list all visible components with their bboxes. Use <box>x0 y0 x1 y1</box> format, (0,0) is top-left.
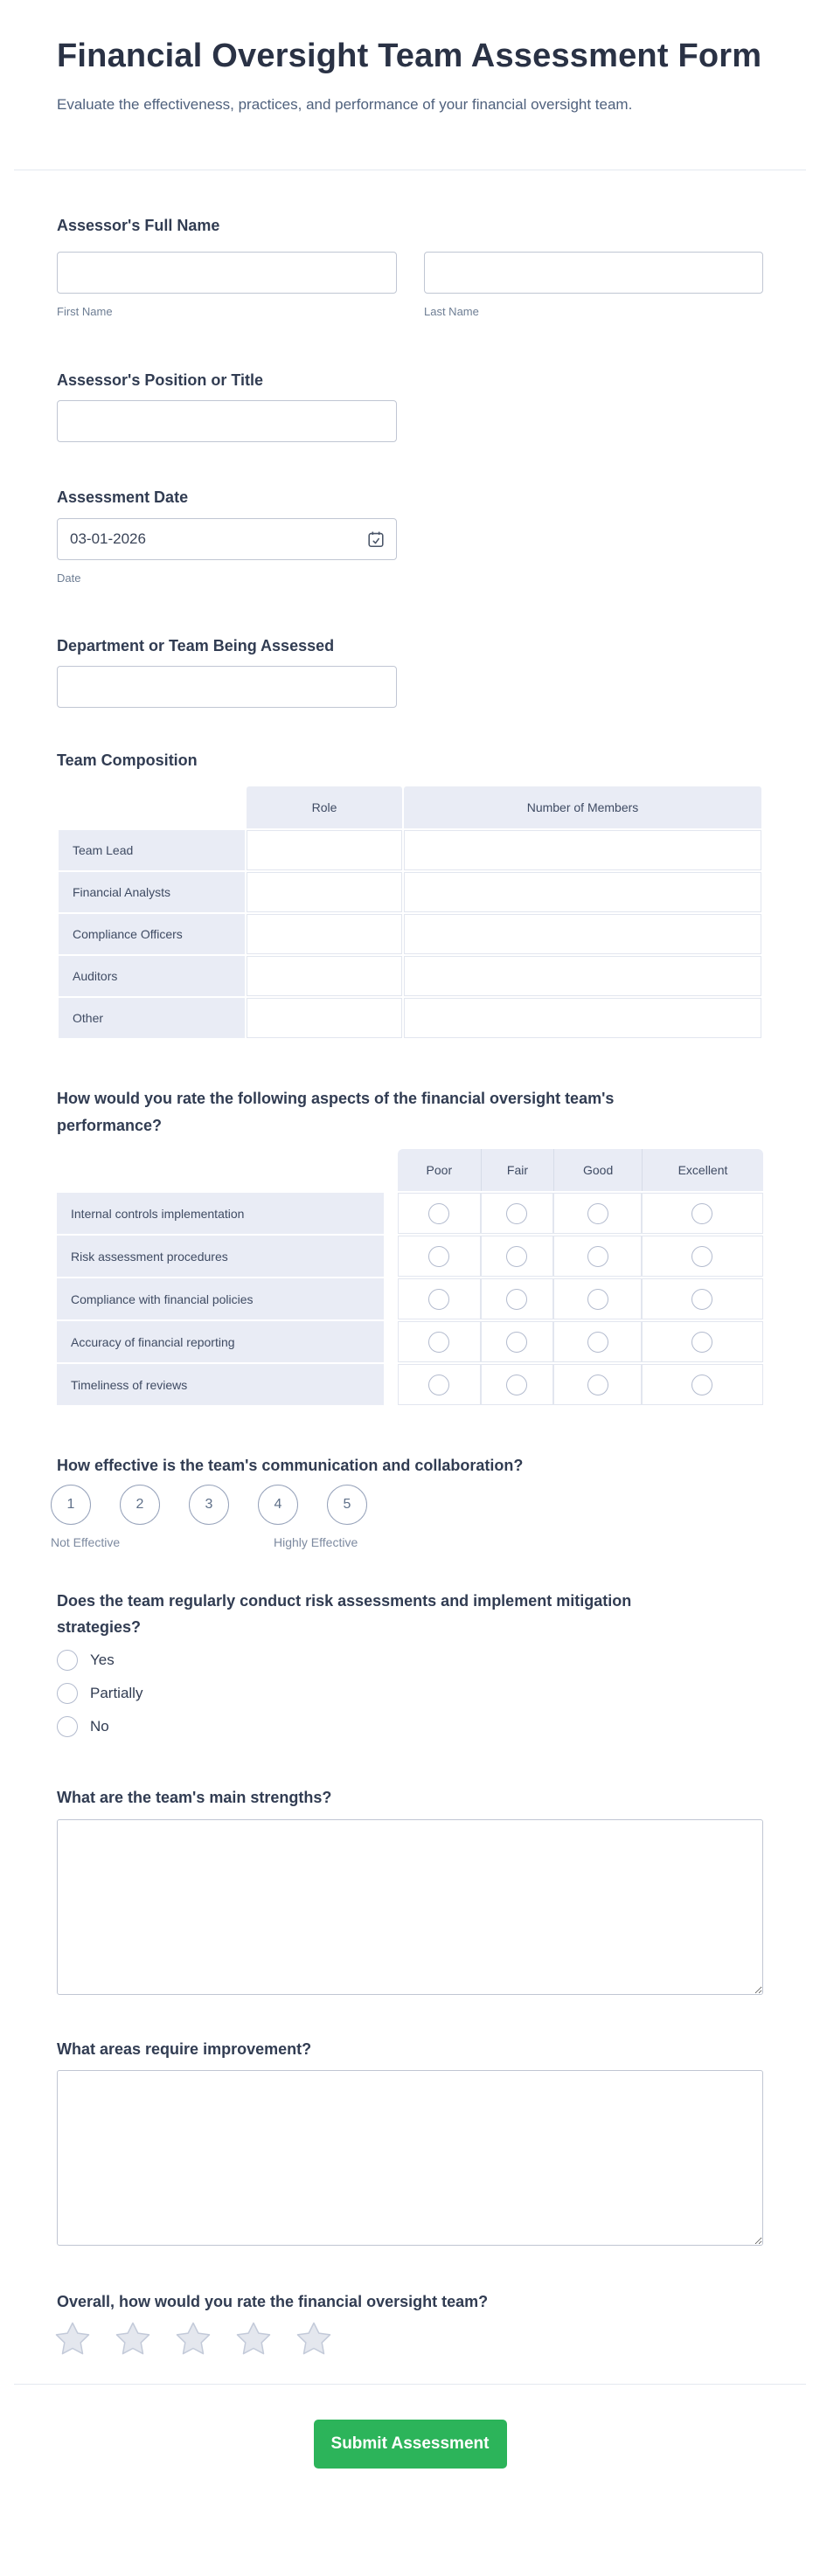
matrix-radio-compliance-excellent[interactable] <box>691 1289 712 1310</box>
footer-divider <box>14 2384 806 2385</box>
scale-option-1[interactable]: 1 <box>51 1485 91 1525</box>
full-name-sublabels <box>57 294 763 318</box>
scale-left-label: Not Effective <box>51 1534 121 1549</box>
team-composition-table <box>57 785 763 1040</box>
matrix-radio-accuracy-excellent[interactable] <box>691 1332 712 1353</box>
improvements-textarea[interactable] <box>57 2070 763 2246</box>
table-row: Compliance Officers <box>59 914 761 954</box>
performance-matrix-question: How would you rate the following aspects of the financial oversight team's performance? <box>57 1089 615 1134</box>
strengths-question: What are the team's main strengths? <box>57 1788 332 1806</box>
radio-option-no[interactable]: No <box>57 1716 763 1737</box>
matrix-radio-compliance-fair[interactable] <box>506 1289 527 1310</box>
compliance-officers-role-input[interactable] <box>247 915 401 953</box>
matrix-radio-accuracy-fair[interactable] <box>506 1332 527 1353</box>
matrix-radio-risk-procedures-excellent[interactable] <box>691 1246 712 1267</box>
matrix-row-label: Compliance with financial policies <box>57 1278 384 1319</box>
table-row: Auditors <box>59 956 761 996</box>
matrix-radio-timeliness-excellent[interactable] <box>691 1375 712 1395</box>
matrix-radio-timeliness-good[interactable] <box>587 1375 608 1395</box>
matrix-radio-risk-procedures-fair[interactable] <box>506 1246 527 1267</box>
first-name-sublabel: First Name <box>57 304 113 318</box>
table-row: Team Lead <box>59 830 761 870</box>
star-icon-5[interactable] <box>296 2321 331 2360</box>
star-icon-4[interactable] <box>236 2321 271 2360</box>
scale-option-2[interactable]: 2 <box>120 1485 160 1525</box>
star-icon-1[interactable] <box>55 2321 90 2360</box>
matrix-radio-internal-controls-fair[interactable] <box>506 1203 527 1224</box>
financial-analysts-members-input[interactable] <box>405 873 761 911</box>
date-input[interactable] <box>57 518 397 560</box>
matrix-radio-timeliness-poor[interactable] <box>428 1375 449 1395</box>
matrix-column-excellent: Excellent <box>642 1149 763 1191</box>
position-label: Assessor's Position or Title <box>57 370 264 389</box>
matrix-radio-timeliness-fair[interactable] <box>506 1375 527 1395</box>
matrix-row-label: Risk assessment procedures <box>57 1236 384 1277</box>
scale-endpoint-labels <box>51 1535 763 1551</box>
effectiveness-question: How effective is the team's communication and collaboration? <box>57 1457 524 1475</box>
table-row: Other <box>59 998 761 1038</box>
submit-button[interactable]: Submit Assessment <box>314 2420 507 2469</box>
date-label: Assessment Date <box>57 488 189 507</box>
matrix-row-label: Timeliness of reviews <box>57 1364 384 1405</box>
last-name-input[interactable] <box>424 252 764 294</box>
submit-area <box>57 2420 763 2469</box>
compliance-officers-members-input[interactable] <box>405 915 761 953</box>
matrix-radio-internal-controls-poor[interactable] <box>428 1203 449 1224</box>
matrix-column-poor: Poor <box>398 1149 481 1191</box>
calendar-check-icon[interactable] <box>366 530 386 553</box>
improvements-question: What areas require improvement? <box>57 2039 312 2058</box>
table-corner-cell <box>59 786 245 828</box>
effectiveness-scale <box>51 1485 763 1525</box>
performance-matrix <box>57 1147 763 1407</box>
radio-circle-partially[interactable] <box>57 1683 78 1704</box>
table-row: Financial Analysts <box>59 872 761 912</box>
matrix-radio-internal-controls-good[interactable] <box>587 1203 608 1224</box>
radio-option-yes[interactable]: Yes <box>57 1650 763 1671</box>
team-lead-members-input[interactable] <box>405 831 761 869</box>
team-lead-role-input[interactable] <box>247 831 401 869</box>
team-composition-label: Team Composition <box>57 751 198 770</box>
auditors-members-input[interactable] <box>405 957 761 995</box>
star-rating <box>55 2321 763 2360</box>
date-sublabel: Date <box>57 571 81 585</box>
matrix-row-labels <box>57 1147 384 1407</box>
other-role-input[interactable] <box>247 999 401 1037</box>
matrix-row-label: Internal controls implementation <box>57 1193 384 1234</box>
full-name-label: Assessor's Full Name <box>57 217 220 234</box>
position-input[interactable] <box>57 400 397 442</box>
matrix-radio-compliance-good[interactable] <box>587 1289 608 1310</box>
matrix-row-label: Accuracy of financial reporting <box>57 1321 384 1362</box>
risk-radio-group <box>57 1650 763 1737</box>
first-name-input[interactable] <box>57 252 397 294</box>
other-members-input[interactable] <box>405 999 761 1037</box>
matrix-radio-risk-procedures-good[interactable] <box>587 1246 608 1267</box>
radio-option-partially[interactable]: Partially <box>57 1683 763 1704</box>
matrix-column-good: Good <box>553 1149 642 1191</box>
last-name-sublabel: Last Name <box>424 304 479 318</box>
financial-analysts-role-input[interactable] <box>247 873 401 911</box>
matrix-radio-compliance-poor[interactable] <box>428 1289 449 1310</box>
matrix-radio-risk-procedures-poor[interactable] <box>428 1246 449 1267</box>
matrix-radio-accuracy-poor[interactable] <box>428 1332 449 1353</box>
matrix-radio-internal-controls-excellent[interactable] <box>691 1203 712 1224</box>
matrix-options-grid <box>398 1147 763 1407</box>
scale-option-3[interactable]: 3 <box>189 1485 229 1525</box>
risk-question: Does the team regularly conduct risk assessments and implement mitigation strategies? <box>57 1591 632 1637</box>
page-subtitle: Evaluate the effectiveness, practices, and performance of your financial oversight team. <box>57 95 633 113</box>
scale-option-5[interactable]: 5 <box>327 1485 367 1525</box>
matrix-column-fair: Fair <box>481 1149 554 1191</box>
department-input[interactable] <box>57 666 397 708</box>
column-header-role: Role <box>247 786 402 828</box>
strengths-textarea[interactable] <box>57 1819 763 1995</box>
column-header-members: Number of Members <box>404 786 761 828</box>
scale-right-label: Highly Effective <box>274 1534 358 1549</box>
radio-circle-yes[interactable] <box>57 1650 78 1671</box>
department-label: Department or Team Being Assessed <box>57 636 335 654</box>
auditors-role-input[interactable] <box>247 957 401 995</box>
full-name-inputs <box>57 252 763 294</box>
star-icon-3[interactable] <box>176 2321 211 2360</box>
radio-circle-no[interactable] <box>57 1716 78 1737</box>
page-title: Financial Oversight Team Assessment Form <box>57 38 762 74</box>
overall-rating-question: Overall, how would you rate the financial oversight team? <box>57 2293 489 2311</box>
matrix-radio-accuracy-good[interactable] <box>587 1332 608 1353</box>
scale-option-4[interactable]: 4 <box>258 1485 298 1525</box>
date-field <box>57 518 397 560</box>
star-icon-2[interactable] <box>115 2321 150 2360</box>
